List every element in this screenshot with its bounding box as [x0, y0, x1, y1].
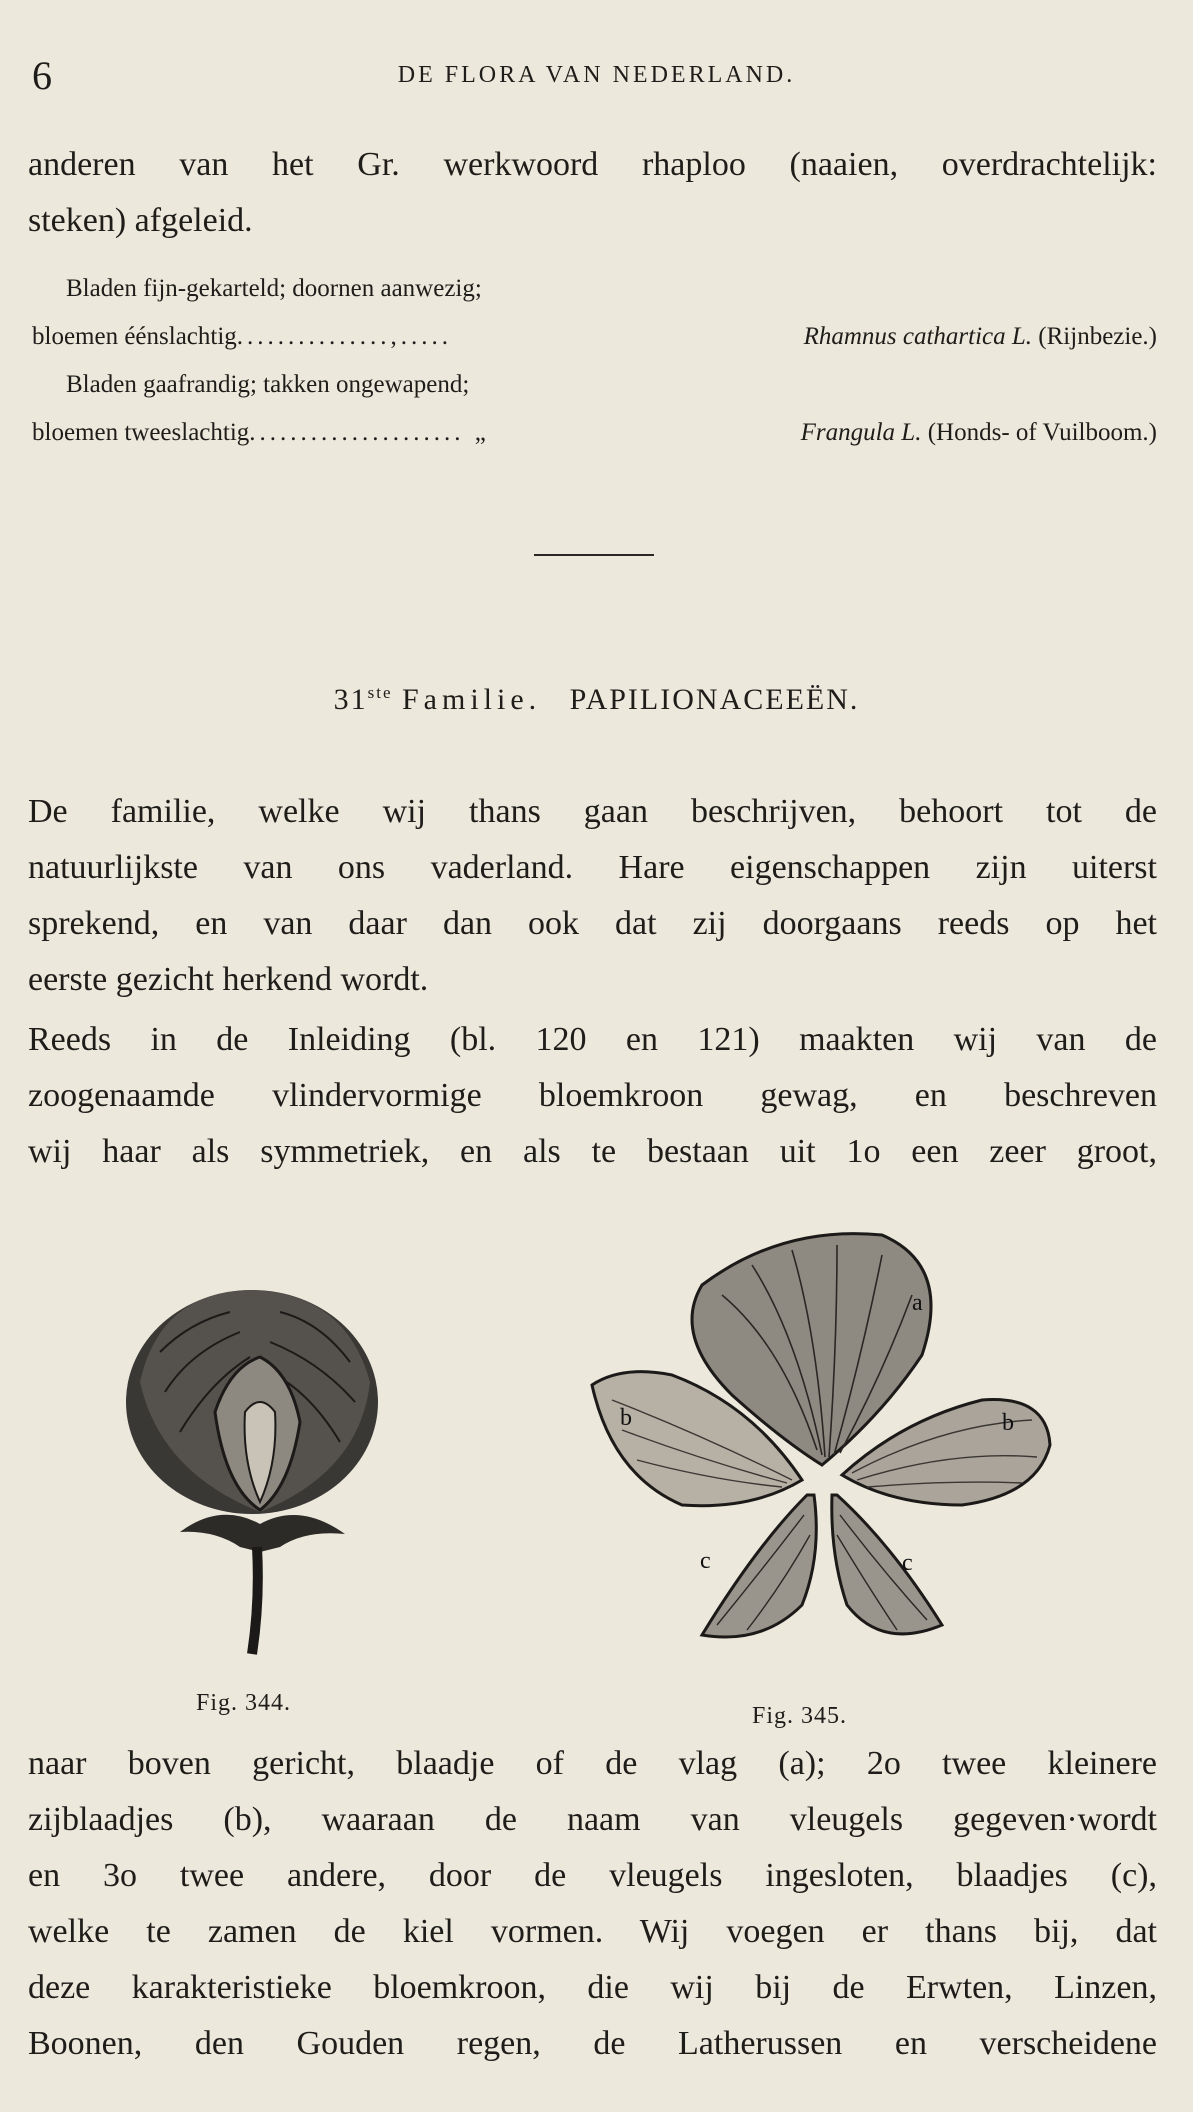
key-text: bloemen tweeslachtig	[32, 419, 250, 446]
figure-345-caption: Fig. 345.	[752, 1703, 848, 1729]
leader-dots: ..................... „	[249, 419, 490, 446]
running-title: DE FLORA VAN NEDERLAND.	[397, 62, 796, 88]
text-line: natuurlijkste van ons vaderland. Hare eigenschappen zijn uiterst	[28, 849, 1157, 886]
label-b-left: b	[620, 1405, 632, 1431]
page-number: 6	[32, 53, 52, 98]
body-paragraph-3	[28, 1736, 1157, 2072]
common-name: (Honds- of Vuilboom.)	[927, 419, 1157, 446]
key-text: bloemen éénslachtig	[32, 323, 237, 350]
key-text: Bladen gaafrandig; takken ongewapend;	[66, 371, 470, 398]
text-line: Reeds in de Inleiding (bl. 120 en 121) maakten wij van de	[28, 1021, 1157, 1058]
text-line: deze karakteristieke bloemkroon, die wij bij de Erwten, Linzen,	[28, 1969, 1157, 2006]
label-a: a	[912, 1290, 923, 1316]
leader-dots: ...............,.....	[236, 323, 453, 350]
label-c-right: c	[902, 1550, 913, 1576]
label-b-right: b	[1002, 1410, 1014, 1436]
family-name: PAPILIONACEEËN.	[569, 683, 860, 716]
key-row	[32, 265, 1157, 313]
taxon-name: Frangula L.	[800, 419, 922, 446]
text-line: zoogenaamde vlindervormige bloemkroon gewag, en beschreven	[28, 1077, 1157, 1114]
figure-345-dissected-flower	[582, 1225, 1060, 1665]
intro-paragraph	[28, 137, 1157, 249]
family-ordinal: ste	[367, 683, 393, 702]
text-line: en 3o twee andere, door de vleugels ingesloten, blaadjes (c),	[28, 1857, 1157, 1894]
text-line: steken) afgeleid.	[28, 202, 253, 239]
text-line: eerste gezicht herkend wordt.	[28, 961, 429, 998]
page-header	[28, 52, 1165, 102]
figure-344-flower-bud	[120, 1262, 400, 1662]
text-line: zijblaadjes (b), waaraan de naam van vleugels gegeven·wordt	[28, 1801, 1157, 1838]
text-line: wij haar als symmetriek, en als te bestaan uit 1o een zeer groot,	[28, 1133, 1157, 1170]
text-line: De familie, welke wij thans gaan beschrijven, behoort tot de	[28, 793, 1157, 830]
text-line: naar boven gericht, blaadje of de vlag (a); 2o twee kleinere	[28, 1745, 1157, 1782]
taxon-name: Rhamnus cathartica L.	[803, 323, 1033, 350]
figure-344-caption: Fig. 344.	[196, 1690, 292, 1716]
family-heading	[0, 683, 1193, 717]
label-c-left: c	[700, 1548, 711, 1574]
text-line: welke te zamen de kiel vormen. Wij voegen er thans bij, dat	[28, 1913, 1157, 1950]
body-paragraph-1	[28, 784, 1157, 1008]
common-name: (Rijnbezie.)	[1038, 323, 1157, 350]
text-line: Boonen, den Gouden regen, de Latherussen en verscheidene	[28, 2025, 1157, 2062]
key-row	[32, 409, 1157, 457]
family-number: 31	[333, 683, 368, 716]
text-line: sprekend, en van daar dan ook dat zij doorgaans reeds op het	[28, 905, 1157, 942]
key-row	[32, 313, 1157, 361]
section-divider	[534, 554, 654, 556]
text-line: anderen van het Gr. werkwoord rhaploo (naaien, overdrachtelijk:	[28, 146, 1157, 183]
key-text: Bladen fijn-gekarteld; doornen aanwezig;	[66, 275, 482, 302]
body-paragraph-2	[28, 1012, 1157, 1180]
species-key	[32, 265, 1157, 457]
key-row	[32, 361, 1157, 409]
family-word: Familie.	[402, 683, 542, 716]
